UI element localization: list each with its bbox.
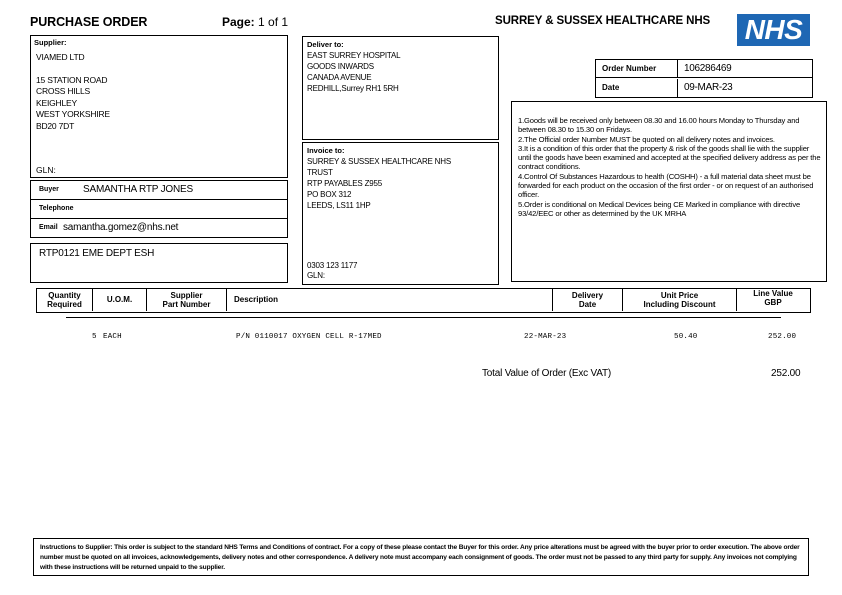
- supplier-address-line: WEST YORKSHIRE: [36, 109, 110, 119]
- order-date-label: Date: [596, 79, 678, 97]
- email-row: [31, 219, 287, 238]
- trust-name: SURREY & SUSSEX HEALTHCARE NHS: [495, 15, 711, 27]
- order-date-row: [596, 79, 812, 97]
- supplier-instructions-box: [33, 538, 809, 576]
- reference-box: [30, 243, 288, 283]
- order-number-label: Order Number: [596, 60, 678, 78]
- invoice-gln: GLN:: [307, 271, 325, 280]
- cell-unit-price: 50.40: [674, 333, 698, 341]
- deliver-address-line: CANADA AVENUE: [307, 73, 372, 82]
- deliver-to-label: Deliver to:: [307, 40, 344, 49]
- deliver-to-box: [302, 36, 499, 140]
- invoice-to-box: [302, 142, 499, 285]
- supplier-instructions-text: Instructions to Supplier: This order is subject to the standard NHS Terms and Conditions of contract. For a copy of these please contact the Buyer for this order. Any price alterations must be agreed with the buyer prior to order execution. The above order number must be quoted on all invoices, acknowledgements, delivery notes and other correspondence. A delivery note must accompany each consignment of goods. The order must not be passed to any third party for supply. Any invoices not complying with these instructions will be returned unpaid to the supplier.: [40, 544, 800, 571]
- order-info-table: [595, 59, 813, 98]
- page-label: Page:: [222, 15, 255, 29]
- invoice-address-line: TRUST: [307, 168, 333, 177]
- order-number-value: 106286469: [684, 63, 732, 74]
- buyer-contact-table: [30, 180, 288, 238]
- document-title: PURCHASE ORDER: [30, 15, 148, 29]
- cell-quantity: 5: [92, 333, 97, 341]
- column-header-uom: U.O.M.: [93, 289, 147, 311]
- header-divider: [66, 317, 781, 318]
- cell-uom: EACH: [103, 333, 122, 341]
- buyer-row: [31, 181, 287, 200]
- total-label: Total Value of Order (Exc VAT): [482, 368, 612, 379]
- delivery-terms-box: [511, 101, 827, 282]
- page-indicator: [222, 15, 288, 29]
- cell-delivery-date: 22-MAR-23: [524, 333, 567, 341]
- column-header-delivery-date: Delivery Date: [553, 289, 623, 311]
- line-items-header: [36, 288, 811, 313]
- email-label: Email: [39, 224, 58, 231]
- supplier-address-line: BD20 7DT: [36, 120, 75, 131]
- deliver-address-line: REDHILL,Surrey RH1 5RH: [307, 84, 399, 93]
- invoice-address-line: PO BOX 312: [307, 190, 352, 199]
- deliver-address-line: GOODS INWARDS: [307, 62, 374, 71]
- deliver-address-line: EAST SURREY HOSPITAL: [307, 51, 401, 60]
- supplier-box: [30, 35, 288, 178]
- nhs-logo-icon: NHS: [737, 14, 810, 46]
- column-header-line-value: Line Value GBP: [753, 289, 793, 307]
- telephone-label: Telephone: [39, 205, 74, 212]
- department-reference: RTP0121 EME DEPT ESH: [39, 248, 155, 259]
- buyer-value: SAMANTHA RTP JONES: [83, 184, 193, 195]
- term-item: 5.Order is conditional on Medical Devices being CE Marked in compliance with directive 93/42/EEC or other as determined by the UK MRHA: [518, 199, 801, 218]
- term-item: 3.It is a condition of this order that the property & risk of the goods shall lie with the supplier until the goods have been examined and accepted at the specified delivery address as per the contract conditions.: [518, 143, 821, 172]
- supplier-address-line: 15 STATION ROAD: [36, 74, 108, 85]
- cell-line-value: 252.00: [768, 333, 797, 341]
- total-value: 252.00: [771, 368, 801, 379]
- invoice-phone: 0303 123 1177: [307, 261, 358, 270]
- supplier-gln: GLN:: [36, 165, 56, 175]
- telephone-row: [31, 200, 287, 219]
- term-item: 4.Control Of Substances Hazardous to health (COSHH) - a full material data sheet must be forwarded for each product on the occasion of the first order - or on request of an authorised officer.: [518, 171, 814, 200]
- page-value: 1 of 1: [258, 15, 289, 29]
- invoice-address-line: LEEDS, LS11 1HP: [307, 201, 371, 210]
- order-date-value: 09-MAR-23: [684, 82, 733, 93]
- supplier-label: Supplier:: [34, 38, 67, 47]
- column-header-unit-price: Unit Price Including Discount: [623, 289, 737, 311]
- invoice-address-line: SURREY & SUSSEX HEALTHCARE NHS: [307, 157, 451, 166]
- email-value[interactable]: samantha.gomez@nhs.net: [63, 222, 179, 233]
- term-item: 1.Goods will be received only between 08.30 and 16.00 hours Monday to Thursday and between 08.30 to 15.30 on Fridays.: [518, 116, 800, 135]
- term-item: 2.The Official order Number MUST be quoted on all delivery notes and invoices.: [518, 134, 775, 144]
- supplier-name: VIAMED LTD: [36, 52, 85, 62]
- order-number-row: [596, 60, 812, 78]
- column-header-description: Description: [227, 289, 553, 311]
- supplier-address-line: CROSS HILLS: [36, 86, 91, 96]
- buyer-label: Buyer: [39, 186, 59, 193]
- invoice-to-label: Invoice to:: [307, 146, 345, 155]
- column-header-part-number: Supplier Part Number: [147, 289, 227, 311]
- supplier-address-line: KEIGHLEY: [36, 97, 77, 108]
- invoice-address-line: RTP PAYABLES Z955: [307, 179, 383, 188]
- cell-description: P/N 0110017 OXYGEN CELL R-17MED: [236, 333, 382, 341]
- column-header-quantity: Quantity Required: [37, 289, 93, 311]
